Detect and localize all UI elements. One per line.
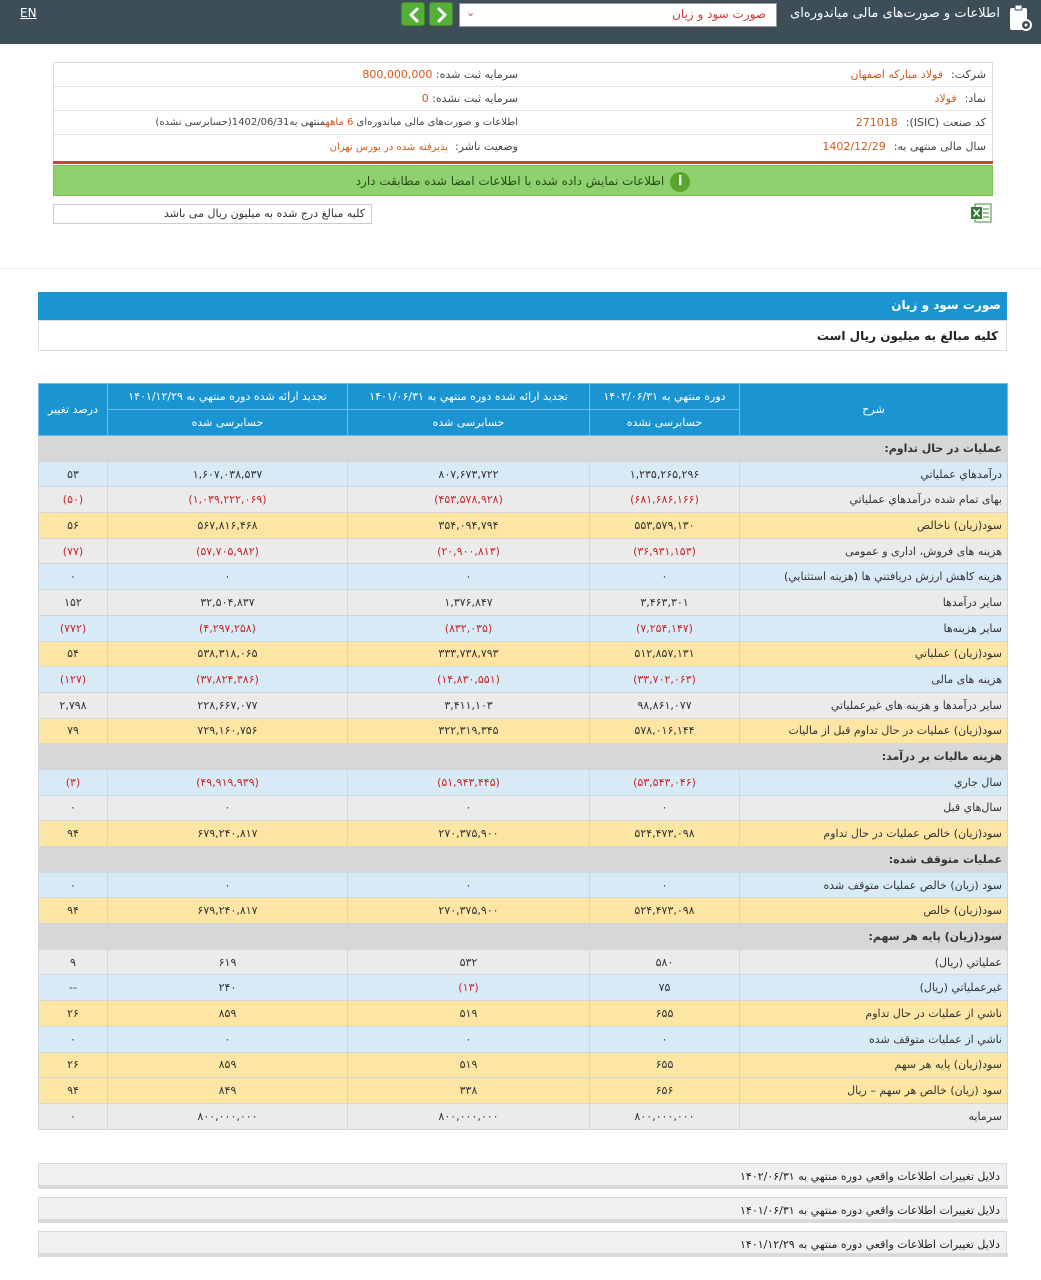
excel-export-icon[interactable] [970,203,992,223]
cell-value: ۵۶۷,۸۱۶,۴۶۸ [108,513,348,539]
isic-row: کد صنعت (ISIC):271018 [524,111,992,135]
row-description: غيرعملياتي (ريال) [740,975,1008,1001]
language-switch[interactable]: EN [20,6,37,20]
cell-value: ۵۱۹ [348,1001,590,1027]
report-type-value: صورت سود و زیان [672,7,766,21]
cell-value: ۰ [590,564,740,590]
row-description: هزينه هاى مالى [740,667,1008,693]
cell-value: ۵۳ [39,461,108,487]
top-bar [0,0,1041,44]
table-row [39,667,1008,693]
cell-value: (۶۸۱,۶۸۶,۱۶۶) [590,487,740,513]
cell-value: ۳,۴۶۳,۳۰۱ [590,590,740,616]
cell-value: ۰ [39,1103,108,1129]
row-description: سود(زيان) پايه هر سهم [740,1052,1008,1078]
subheader-period-2: حسابرسی شده [348,410,590,436]
cell-value: ۲۷۰,۳۷۵,۹۰۰ [348,898,590,924]
table-row [39,1103,1008,1129]
capital-value: 800,000,000 [362,68,433,81]
section-subtitle: کلیه مبالغ به میلیون ریال است [38,320,1007,351]
table-section-row [39,744,1008,770]
alert-text: اطلاعات نمایش داده شده با اطلاعات امضا شده مطابقت دارد [355,174,665,188]
cell-value: ۸۵۹ [108,1001,348,1027]
cell-value: ۰ [590,872,740,898]
cell-value [348,744,590,770]
cell-value [39,744,108,770]
cell-value [39,436,108,462]
table-row [39,975,1008,1001]
clipboard-settings-icon [1008,4,1032,32]
header-period-3: تجدید ارائه شده دوره منتهي به ۱۴۰۱/۱۲/۲۹ [108,384,348,410]
table-row [39,949,1008,975]
symbol-row: نماد:فولاد [524,87,992,111]
company-row: شرکت:فولاد مبارکه اصفهان [524,63,992,87]
cell-value: (۷۷) [39,538,108,564]
cell-value [590,847,740,873]
row-description: سود(زيان) خالص عمليات در حال تداوم [740,821,1008,847]
cell-value: (۴۵۳,۵۷۸,۹۲۸) [348,487,590,513]
change-reasons-row[interactable]: دلايل تغييرات اطلاعات واقعي دوره منتهي به ۱۴۰۲/۰۶/۳۱ [38,1163,1007,1189]
cell-value: ۰ [108,564,348,590]
cell-value: ۵۱۹ [348,1052,590,1078]
subheader-period-3: حسابرسی شده [108,410,348,436]
cell-value: (۵۷,۷۰۵,۹۸۲) [108,538,348,564]
table-row [39,795,1008,821]
table-row [39,1078,1008,1104]
cell-value [348,436,590,462]
fiscal-year-row: سال مالی منتهی به:1402/12/29 [822,140,986,153]
row-description: ساير درآمدها [740,590,1008,616]
cell-value: ۵۱۲,۸۵۷,۱۳۱ [590,641,740,667]
row-description: عمليات در حال تداوم: [740,436,1008,462]
cell-value: ۰ [39,1026,108,1052]
cell-value: ۷۲۹,۱۶۰,۷۵۶ [108,718,348,744]
cell-value: ۹ [39,949,108,975]
header-period-1: دوره منتهي به ۱۴۰۲/۰۶/۳۱ [590,384,740,410]
cell-value: (۱۳) [348,975,590,1001]
table-row [39,487,1008,513]
cell-value: ۰ [108,795,348,821]
cell-value: ۲۲۸,۶۶۷,۰۷۷ [108,692,348,718]
cell-value [348,924,590,950]
cell-value: ۵۲۴,۴۷۳,۰۹۸ [590,821,740,847]
capital-row: سرمایه ثبت شده: 800,000,000 [54,63,524,87]
info-icon: i [670,172,690,192]
cell-value: ۲۶ [39,1052,108,1078]
table-row [39,513,1008,539]
row-description: ساير درآمدها و هزينه هاى غيرعملياتي [740,692,1008,718]
row-description: ناشي از عمليات متوقف شده [740,1026,1008,1052]
row-description: سود(زيان) ناخالص [740,513,1008,539]
symbol-value: فولاد [934,92,957,105]
period-row: اطلاعات و صورت‌های مالی میاندوره‌ای 6 ماههمنتهی به1402/06/31(حسابرسی نشده) [54,111,524,135]
cell-value: ۶۷۹,۲۴۰,۸۱۷ [108,821,348,847]
change-reasons-row[interactable]: دلايل تغييرات اطلاعات واقعي دوره منتهي به ۱۴۰۱/۱۲/۲۹ [38,1231,1007,1257]
change-reasons-row[interactable]: دلايل تغييرات اطلاعات واقعي دوره منتهي به ۱۴۰۱/۰۶/۳۱ [38,1197,1007,1223]
divider-line [53,161,993,164]
row-description: سرمايه [740,1103,1008,1129]
cell-value [108,744,348,770]
cell-value: ۱,۶۰۷,۰۳۸,۵۳۷ [108,461,348,487]
cell-value: ۰ [39,795,108,821]
cell-value [108,847,348,873]
cell-value: ۵۶ [39,513,108,539]
cell-value: ۳۲,۵۰۴,۸۳۷ [108,590,348,616]
cell-value: ۵۲۴,۴۷۳,۰۹۸ [590,898,740,924]
table-row [39,590,1008,616]
table-row [39,1026,1008,1052]
cell-value: ۱۵۲ [39,590,108,616]
cell-value [590,436,740,462]
cell-value: ۲۴۰ [108,975,348,1001]
cell-value: ۶۱۹ [108,949,348,975]
subheader-period-1: حسابرسی نشده [590,410,740,436]
row-description: سود(زيان) عملياتي [740,641,1008,667]
cell-value: (۵۰) [39,487,108,513]
cell-value: ۱,۲۳۵,۲۶۵,۲۹۶ [590,461,740,487]
cell-value: ۶۵۵ [590,1052,740,1078]
cell-value: ۸۰۷,۶۷۳,۷۲۲ [348,461,590,487]
cell-value [348,847,590,873]
table-section-row [39,847,1008,873]
cell-value: ۵۳۸,۳۱۸,۰۶۵ [108,641,348,667]
cell-value: (۷۷۲) [39,615,108,641]
cell-value: ۰ [39,564,108,590]
row-description: سود(زيان) پايه هر سهم: [740,924,1008,950]
unregistered-capital-row: سرمایه ثبت نشده: 0 [54,87,524,111]
publisher-status-row: وضعیت ناشر: پذیرفته شده در بورس تهران [329,140,518,153]
row-description: بهاى تمام شده درآمدهاي عملياتي [740,487,1008,513]
cell-value: -- [39,975,108,1001]
company-name: فولاد مبارکه اصفهان [850,68,943,81]
unit-note: کلیه مبالغ درج شده به میلیون ریال می باشد [53,204,372,224]
cell-value: ۲,۷۹۸ [39,692,108,718]
cell-value: ۹۴ [39,1078,108,1104]
chevron-left-icon [407,7,421,23]
row-description: ساير هزينه‌ها [740,615,1008,641]
cell-value: ۹۴ [39,821,108,847]
cell-value [590,924,740,950]
table-row [39,1052,1008,1078]
cell-value: ۰ [590,795,740,821]
cell-value [108,436,348,462]
header-period-2: تجدید ارائه شده دوره منتهي به ۱۴۰۱/۰۶/۳۱ [348,384,590,410]
cell-value: ۶۵۶ [590,1078,740,1104]
cell-value [39,924,108,950]
cell-value: (۱۲۷) [39,667,108,693]
row-description: سود(زيان) خالص [740,898,1008,924]
row-description: هزينه ماليات بر درآمد: [740,744,1008,770]
cell-value [39,847,108,873]
table-section-row [39,924,1008,950]
table-row [39,898,1008,924]
table-row [39,641,1008,667]
cell-value: ۰ [348,872,590,898]
cell-value: ۶۷۹,۲۴۰,۸۱۷ [108,898,348,924]
cell-value: ۰ [108,872,348,898]
cell-value: ۵۷۸,۰۱۶,۱۴۴ [590,718,740,744]
cell-value: ۸۴۹ [108,1078,348,1104]
cell-value: ۸۰۰,۰۰۰,۰۰۰ [108,1103,348,1129]
cell-value: ۰ [348,1026,590,1052]
publisher-status-value: پذیرفته شده در بورس تهران [329,142,449,153]
table-row [39,538,1008,564]
cell-value [590,744,740,770]
section-title: صورت سود و زیان [38,292,1007,320]
cell-value: (۴۹,۹۱۹,۹۳۹) [108,769,348,795]
unregistered-capital-value: 0 [421,92,429,105]
row-description: سود(زيان) عمليات در حال تداوم قبل از ماليات [740,718,1008,744]
cell-value: ۶۵۵ [590,1001,740,1027]
cell-value: (۷,۲۵۴,۱۴۷) [590,615,740,641]
table-section-row [39,436,1008,462]
company-info-panel [53,62,993,163]
table-row [39,872,1008,898]
cell-value: ۲۷۰,۳۷۵,۹۰۰ [348,821,590,847]
fiscal-year-value: 1402/12/29 [822,140,886,153]
cell-value: ۳۲۲,۳۱۹,۳۴۵ [348,718,590,744]
cell-value: ۳۳۸ [348,1078,590,1104]
row-description: سود (زيان) خالص هر سهم – ريال [740,1078,1008,1104]
cell-value: ۰ [39,872,108,898]
header-change-percent: درصد تغییر [39,384,108,436]
cell-value: ۱,۳۷۶,۸۴۷ [348,590,590,616]
row-description: سال جاري [740,769,1008,795]
cell-value: ۳,۴۱۱,۱۰۳ [348,692,590,718]
row-description: درآمدهاي عملياتي [740,461,1008,487]
row-description: عملياتي (ريال) [740,949,1008,975]
table-row [39,718,1008,744]
table-row [39,461,1008,487]
cell-value: (۳۶,۹۳۱,۱۵۳) [590,538,740,564]
table-row [39,1001,1008,1027]
table-row [39,615,1008,641]
cell-value: ۹۸,۸۶۱,۰۷۷ [590,692,740,718]
cell-value: ۸۰۰,۰۰۰,۰۰۰ [348,1103,590,1129]
cell-value: ۳۳۳,۷۳۸,۷۹۳ [348,641,590,667]
cell-value: (۸۳۲,۰۳۵) [348,615,590,641]
cell-value: (۳) [39,769,108,795]
verification-alert [53,165,993,196]
cell-value: (۲۰,۹۰۰,۸۱۳) [348,538,590,564]
cell-value: ۵۳۲ [348,949,590,975]
chevron-right-icon [435,7,449,23]
table-row [39,821,1008,847]
income-statement-table [38,383,1008,1130]
cell-value: (۵۱,۹۴۳,۴۴۵) [348,769,590,795]
row-description: هزينه هاى فروش، ادارى و عمومى [740,538,1008,564]
chevron-down-icon: ⌄ [466,6,476,19]
cell-value: ۵۸۰ [590,949,740,975]
cell-value: (۱۴,۸۳۰,۵۵۱) [348,667,590,693]
table-row [39,692,1008,718]
cell-value: (۱,۰۳۹,۲۲۲,۰۶۹) [108,487,348,513]
row-description: سود (زيان) خالص عمليات متوقف شده [740,872,1008,898]
cell-value: ۳۵۴,۰۹۴,۷۹۴ [348,513,590,539]
cell-value: ۵۵۳,۵۷۹,۱۳۰ [590,513,740,539]
cell-value: (۳۷,۸۲۴,۳۸۶) [108,667,348,693]
header-description: شرح [740,384,1008,436]
previous-button[interactable] [401,2,425,26]
report-type-select[interactable] [459,3,777,27]
next-button[interactable] [429,2,453,26]
cell-value [108,924,348,950]
row-description: هزينه کاهش ارزش دريافتني ها (هزينه استثنايي) [740,564,1008,590]
isic-value: 271018 [855,116,898,129]
cell-value: ۰ [348,795,590,821]
cell-value: ۸۰۰,۰۰۰,۰۰۰ [590,1103,740,1129]
table-row [39,769,1008,795]
table-row [39,564,1008,590]
separator [0,268,1041,269]
cell-value: ۹۴ [39,898,108,924]
row-description: ناشي از عمليات در حال تداوم [740,1001,1008,1027]
row-description: عمليات متوقف شده: [740,847,1008,873]
cell-value: ۲۶ [39,1001,108,1027]
cell-value: ۷۵ [590,975,740,1001]
page-title: اطلاعات و صورت‌های مالی میاندوره‌ای [790,6,1000,21]
cell-value: ۰ [590,1026,740,1052]
cell-value: (۵۳,۵۴۳,۰۴۶) [590,769,740,795]
cell-value: ۵۴ [39,641,108,667]
cell-value: (۳۳,۷۰۲,۰۶۳) [590,667,740,693]
cell-value: ۰ [348,564,590,590]
cell-value: ۷۹ [39,718,108,744]
row-description: سال‌هاي قبل [740,795,1008,821]
cell-value: ۰ [108,1026,348,1052]
cell-value: (۴,۲۹۷,۲۵۸) [108,615,348,641]
cell-value: ۸۵۹ [108,1052,348,1078]
